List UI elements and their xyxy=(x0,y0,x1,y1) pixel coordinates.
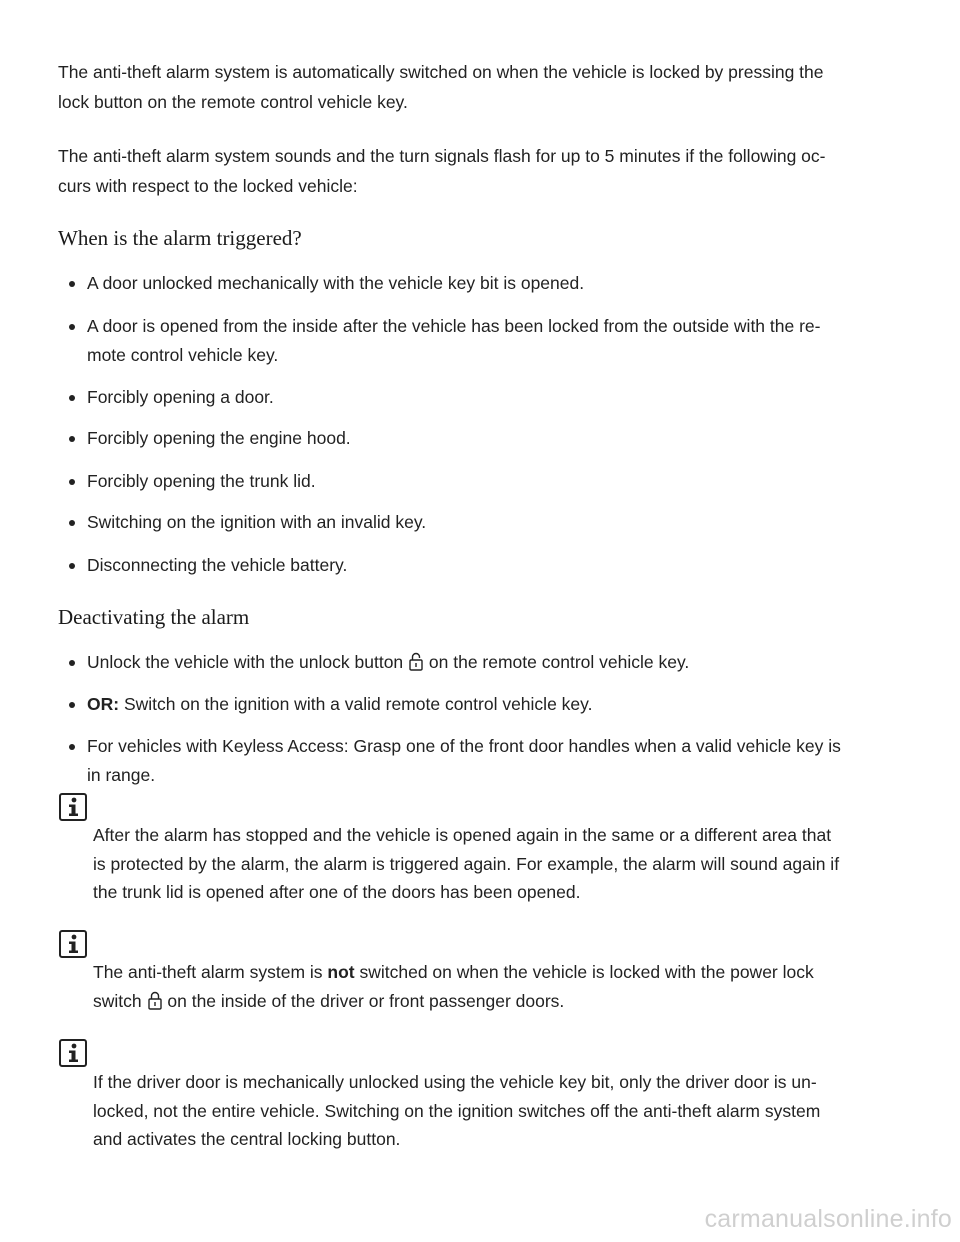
bullet-icon xyxy=(69,436,75,442)
list-item xyxy=(58,648,903,677)
list-item-text xyxy=(58,648,903,677)
intro-paragraph-2 xyxy=(58,141,898,201)
bullet-icon xyxy=(69,479,75,485)
deactivate-step-1-text-end: on the remote control vehicle key. xyxy=(428,652,690,672)
list-item-text-line-2: in range. xyxy=(87,764,156,785)
list-item-text xyxy=(58,732,903,789)
list-item xyxy=(58,269,903,298)
note-line: the trunk lid is opened after one of the doors has been opened. xyxy=(93,882,581,902)
watermark: carmanualsonline.info xyxy=(704,1205,952,1233)
list-item-text: Switching on the ignition with an invalid key. xyxy=(87,512,427,532)
list-item-text-line-2: mote control vehicle key. xyxy=(87,344,279,365)
deactivate-step-2-text: Switch on the ignition with a valid remote control vehicle key. xyxy=(119,694,593,714)
list-item xyxy=(58,551,903,580)
list-item-text xyxy=(58,690,903,719)
note-line: switch xyxy=(93,990,142,1011)
list-item xyxy=(58,383,903,412)
list-item xyxy=(58,312,903,369)
intro-paragraph-1-line-1: The anti-theft alarm system is automatically switched on when the vehicle is locked by pressing the xyxy=(58,62,824,82)
intro-paragraph-1 xyxy=(58,57,898,117)
note-line: on the inside of the driver or front passenger doors. xyxy=(167,990,565,1011)
bullet-icon xyxy=(69,324,75,330)
list-item xyxy=(58,424,903,453)
lock-icon xyxy=(148,991,162,1010)
list-item xyxy=(58,467,903,496)
unlock-icon xyxy=(409,652,423,671)
list-item xyxy=(58,508,903,537)
list-item-text: Forcibly opening the trunk lid. xyxy=(87,471,316,491)
intro-paragraph-2-line-2: curs with respect to the locked vehicle: xyxy=(58,176,358,196)
note-line: If the driver door is mechanically unlocked using the vehicle key bit, only the driver door is un- xyxy=(93,1072,817,1092)
note-line: and activates the central locking button. xyxy=(93,1129,401,1149)
list-item-text-line-1: A door is opened from the inside after the vehicle has been locked from the outside with the re- xyxy=(87,316,821,336)
info-icon xyxy=(59,930,87,958)
section-heading-triggered: When is the alarm triggered? xyxy=(58,226,302,250)
info-icon xyxy=(59,793,87,821)
note-line: The anti-theft alarm system is xyxy=(93,962,328,982)
bullet-icon xyxy=(69,520,75,526)
note-line: is protected by the alarm, the alarm is triggered again. For example, the alarm will sound again if xyxy=(93,853,840,874)
note-bold-not: not xyxy=(327,962,355,982)
list-item xyxy=(58,690,903,719)
info-icon xyxy=(59,1039,87,1067)
intro-paragraph-1-line-2: lock button on the remote control vehicle key. xyxy=(58,92,408,112)
note-line: After the alarm has stopped and the vehicle is opened again in the same or a different area that xyxy=(93,825,832,845)
bullet-icon xyxy=(69,660,75,666)
list-item-text: Forcibly opening a door. xyxy=(87,387,274,407)
bullet-icon xyxy=(69,395,75,401)
list-item-text: Forcibly opening the engine hood. xyxy=(87,428,351,448)
bullet-icon xyxy=(69,744,75,750)
or-label: OR: xyxy=(87,694,120,714)
note-line: switched on when the vehicle is locked with the power lock xyxy=(354,962,814,982)
note-power-lock-switch xyxy=(93,958,908,1015)
list-item xyxy=(58,732,903,789)
section-heading-deactivating: Deactivating the alarm xyxy=(58,605,250,629)
list-item-text: Disconnecting the vehicle battery. xyxy=(87,555,348,575)
list-item-text: A door unlocked mechanically with the vehicle key bit is opened. xyxy=(87,273,585,293)
bullet-icon xyxy=(69,563,75,569)
note-driver-door-unlock xyxy=(93,1068,908,1154)
list-item-text-line-1: For vehicles with Keyless Access: Grasp one of the front door handles when a valid vehicle key is xyxy=(87,736,841,756)
list-item-text xyxy=(58,312,903,369)
note-alarm-retrigger xyxy=(93,821,908,907)
deactivate-step-1-text: Unlock the vehicle with the unlock button xyxy=(87,652,404,672)
bullet-icon xyxy=(69,281,75,287)
bullet-icon xyxy=(69,702,75,708)
note-line: locked, not the entire vehicle. Switching on the ignition switches off the anti-theft alarm system xyxy=(93,1100,821,1121)
intro-paragraph-2-line-1: The anti-theft alarm system sounds and the turn signals flash for up to 5 minutes if the following oc- xyxy=(58,146,826,166)
